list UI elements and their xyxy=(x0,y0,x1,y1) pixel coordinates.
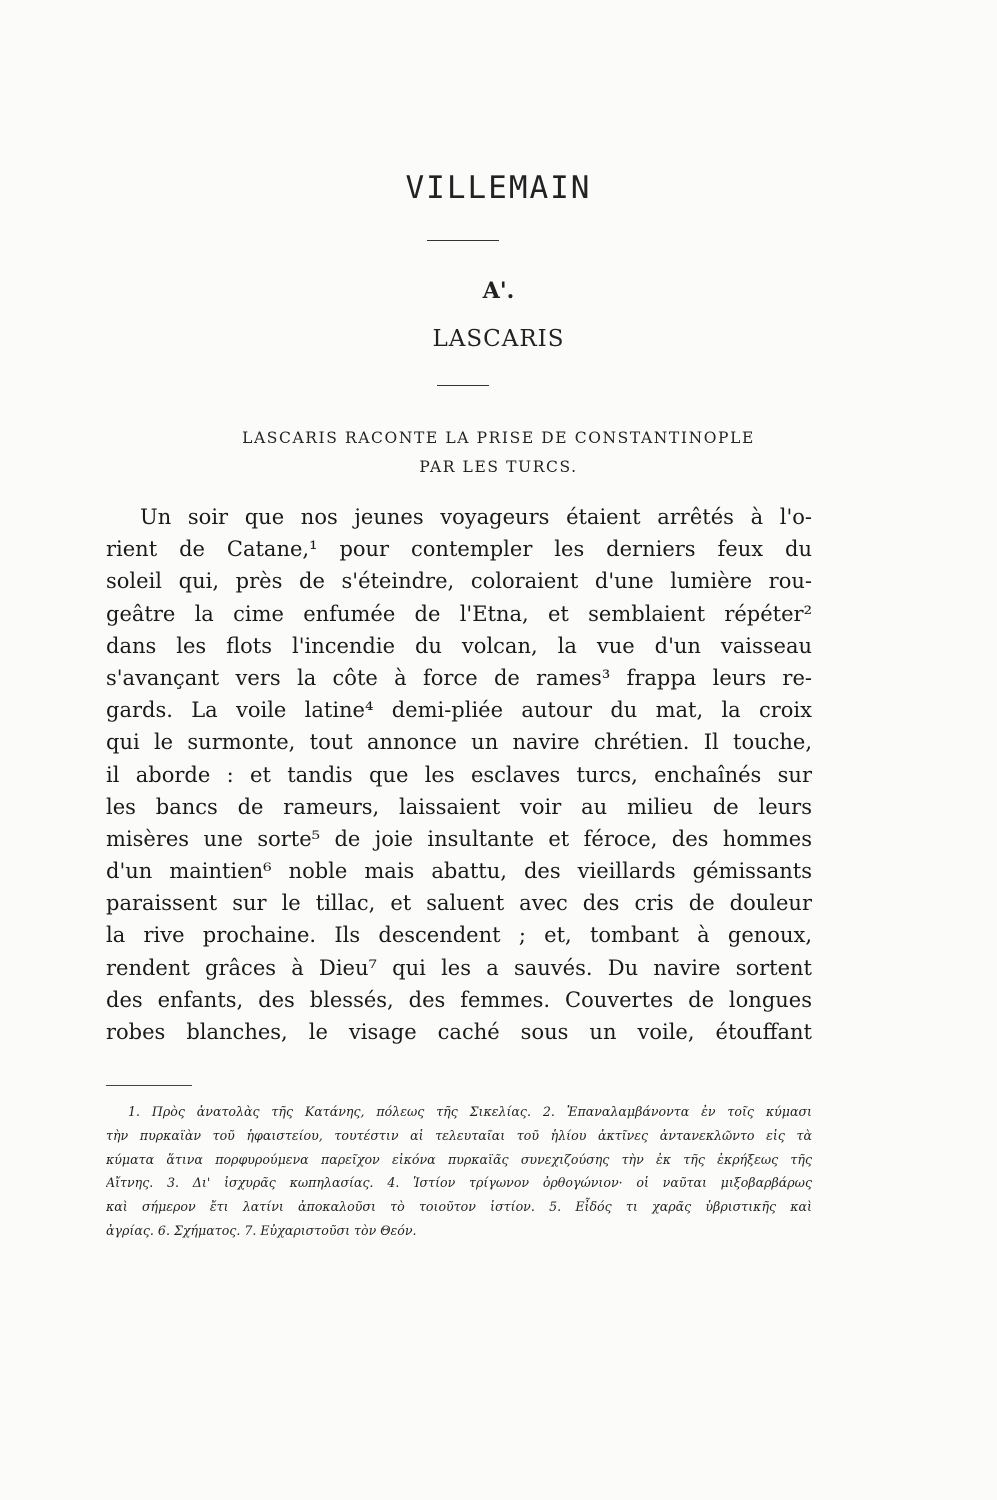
text-line: soleil qui, près de s'éteindre, coloraient d'une lumière rou- xyxy=(106,569,812,594)
text-line: les bancs de rameurs, laissaient voir au milieu de leurs xyxy=(106,794,812,819)
footnote-line: ἀγρίας. 6. Σχήματος. 7. Εὐχαριστοῦσι τὸν Θεόν. xyxy=(106,1222,417,1238)
footnote-line: κύματα ἅτινα πορφυρούμενα παρεῖχον εἰκόνα πυρκαϊᾶς συνεχιζούσης τὴν ἐκ τῆς ἐκρήξεως τῆς xyxy=(106,1151,812,1167)
heading-rule-top xyxy=(427,240,499,241)
subtitle-line: PAR LES TURCS. xyxy=(419,458,578,476)
text-line: s'avançant vers la côte à force de rames³ frappa leurs re- xyxy=(106,665,812,690)
text-line: geâtre la cime enfumée de l'Etna, et semblaient répéter² xyxy=(106,601,812,626)
text-line: rient de Catane,¹ pour contempler les derniers feux du xyxy=(106,537,812,562)
text-line: qui le surmonte, tout annonce un navire chrétien. Il touche, xyxy=(106,730,812,755)
text-line: rendent grâces à Dieu⁷ qui les a sauvés. Du navire sortent xyxy=(106,955,812,980)
body-paragraph xyxy=(106,501,812,1048)
text-line: d'un maintien⁶ noble mais abattu, des vieillards gémissants xyxy=(106,859,812,884)
text-line: Un soir que nos jeunes voyageurs étaient arrêtés à l'o- xyxy=(140,505,812,529)
text-line: la rive prochaine. Ils descendent ; et, tombant à genoux, xyxy=(106,923,812,948)
text-line: il aborde : et tandis que les esclaves turcs, enchaînés sur xyxy=(106,762,812,787)
heading-rule-bottom xyxy=(437,385,489,386)
footnote-line: Αἴτνης. 3. Δι' ἰσχυρᾶς κωπηλασίας. 4. Ἱστίον τρίγωνον ὀρθογώνιον· οἱ ναῦται μιξοβαρβάρως xyxy=(106,1175,812,1191)
author-heading: VILLEMAIN xyxy=(405,170,592,206)
footnote-line: 1. Πρὸς ἀνατολὰς τῆς Κατάνης, πόλεως τῆς Σικελίας. 2. Ἐπαναλαμβάνοντα ἐν τοῖς κύμασι xyxy=(128,1104,812,1119)
footnote-line: τὴν πυρκαϊὰν τοῦ ἡφαιστείου, τουτέστιν αἱ τελευταῖαι τοῦ ἡλίου ἀκτῖνες ἀντανεκλῶντο εἰς τὰ xyxy=(106,1127,812,1143)
subtitle-line: LASCARIS RACONTE LA PRISE DE CONSTANTINOPLE xyxy=(242,429,755,447)
text-line: des enfants, des blessés, des femmes. Couvertes de longues xyxy=(106,987,812,1012)
footnote-rule xyxy=(106,1085,192,1086)
text-line: misères une sorte⁵ de joie insultante et féroce, des hommes xyxy=(106,826,812,851)
text-line: robes blanches, le visage caché sous un voile, étouffant xyxy=(106,1020,812,1044)
footnotes xyxy=(106,1100,812,1243)
section-title: LASCARIS xyxy=(432,326,565,352)
text-line: gards. La voile latine⁴ demi-pliée autour du mat, la croix xyxy=(106,698,812,723)
footnote-line: καὶ σήμερον ἔτι λατίνι ἀποκαλοῦσι τὸ τοιοῦτον ἱστίον. 5. Εἶδός τι χαρᾶς ὑβριστικῆς καὶ xyxy=(106,1199,812,1215)
text-line: paraissent sur le tillac, et saluent avec des cris de douleur xyxy=(106,891,812,916)
text-line: dans les flots l'incendie du volcan, la vue d'un vaisseau xyxy=(106,633,812,658)
chapter-subtitle xyxy=(120,424,877,482)
section-number: A'. xyxy=(482,278,515,304)
